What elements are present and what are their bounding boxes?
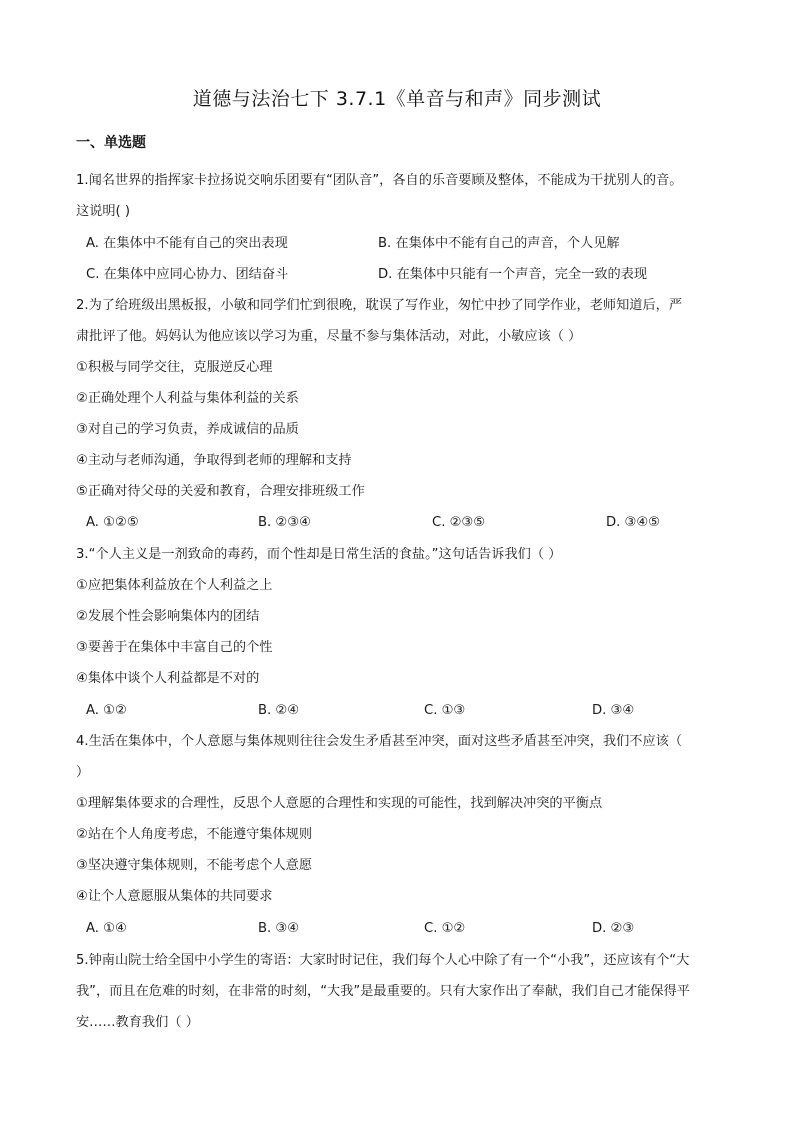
- q3-option-a: A. ①②: [86, 703, 127, 718]
- q4-stem-line-1: 4.生活在集体中，个人意愿与集体规则往往会发生矛盾甚至冲突，面对这些矛盾甚至冲突，我们不应该（: [76, 734, 683, 749]
- q5-stem-line-2: 我”，而且在危难的时刻，在非常的时刻，“大我”是最重要的。只有大家作出了奉献，我们自己才能保得平: [76, 984, 690, 999]
- q5-stem-line-3: 安……教育我们（ ）: [76, 1015, 199, 1030]
- q2-item-3: ③对自己的学习负责，养成诚信的品质: [76, 422, 299, 437]
- q2-item-4: ④主动与老师沟通，争取得到老师的理解和支持: [76, 453, 352, 468]
- q4-option-a: A. ①④: [86, 921, 127, 936]
- q3-option-b: B. ②④: [258, 703, 300, 718]
- q3-option-c: C. ①③: [424, 703, 466, 718]
- q4-option-b: B. ③④: [258, 921, 300, 936]
- q1-option-d: D. 在集体中只能有一个声音，完全一致的表现: [378, 267, 648, 282]
- q4-stem-line-2: ）: [76, 765, 90, 780]
- q3-item-3: ③要善于在集体中丰富自己的个性: [76, 640, 273, 655]
- q3-item-1: ①应把集体利益放在个人利益之上: [76, 578, 273, 593]
- q1-stem-line-2: 这说明( ): [76, 204, 131, 219]
- q4-item-4: ④让个人意愿服从集体的共同要求: [76, 889, 273, 904]
- q1-option-c: C. 在集体中应同心协力、团结奋斗: [86, 267, 289, 282]
- q2-stem-line-2: 肃批评了他。妈妈认为他应该以学习为重，尽量不参与集体活动，对此，小敏应该（ ）: [76, 329, 582, 344]
- q5-stem-line-1: 5.钟南山院士给全国中小学生的寄语：大家时时记住，我们每个人心中除了有一个“小我”，还应该有个“大: [76, 953, 690, 968]
- q2-option-c: C. ②③⑤: [432, 515, 486, 530]
- q2-option-d: D. ③④⑤: [606, 515, 661, 530]
- q3-item-2: ②发展个性会影响集体内的团结: [76, 609, 260, 624]
- q4-item-1: ①理解集体要求的合理性，反思个人意愿的合理性和实现的可能性，找到解决冲突的平衡点: [76, 796, 603, 811]
- q2-item-5: ⑤正确对待父母的关爱和教育，合理安排班级工作: [76, 484, 365, 499]
- q2-item-1: ①积极与同学交往，克服逆反心理: [76, 360, 273, 375]
- q4-item-3: ③坚决遵守集体规则，不能考虑个人意愿: [76, 858, 313, 873]
- q2-option-a: A. ①②⑤: [86, 515, 139, 530]
- q4-option-d: D. ②③: [592, 921, 635, 936]
- q2-option-b: B. ②③④: [258, 515, 311, 530]
- q3-stem-line-1: 3.“个人主义是一剂致命的毒药，而个性却是日常生活的食盐。”这句话告诉我们（ ）: [76, 547, 562, 562]
- q1-option-a: A. 在集体中不能有自己的突出表现: [86, 236, 288, 251]
- q2-item-2: ②正确处理个人利益与集体利益的关系: [76, 391, 299, 406]
- q2-stem-line-1: 2.为了给班级出黑板报，小敏和同学们忙到很晚，耽误了写作业，匆忙中抄了同学作业，老师知道后，严: [76, 298, 683, 313]
- q1-option-b: B. 在集体中不能有自己的声音，个人见解: [378, 236, 620, 251]
- q1-stem-line-1: 1.闻名世界的指挥家卡拉扬说交响乐团要有“团队音”，各自的乐音要顾及整体，不能成为干扰别人的音。: [76, 173, 683, 188]
- q3-option-d: D. ③④: [592, 703, 635, 718]
- q4-item-2: ②站在个人角度考虑，不能遵守集体规则: [76, 827, 313, 842]
- q4-option-c: C. ①②: [424, 921, 466, 936]
- q3-item-4: ④集体中谈个人利益都是不对的: [76, 671, 260, 686]
- section-heading: 一、单选题: [76, 135, 146, 151]
- page-title: 道德与法治七下 3.7.1《单音与和声》同步测试: [192, 88, 602, 110]
